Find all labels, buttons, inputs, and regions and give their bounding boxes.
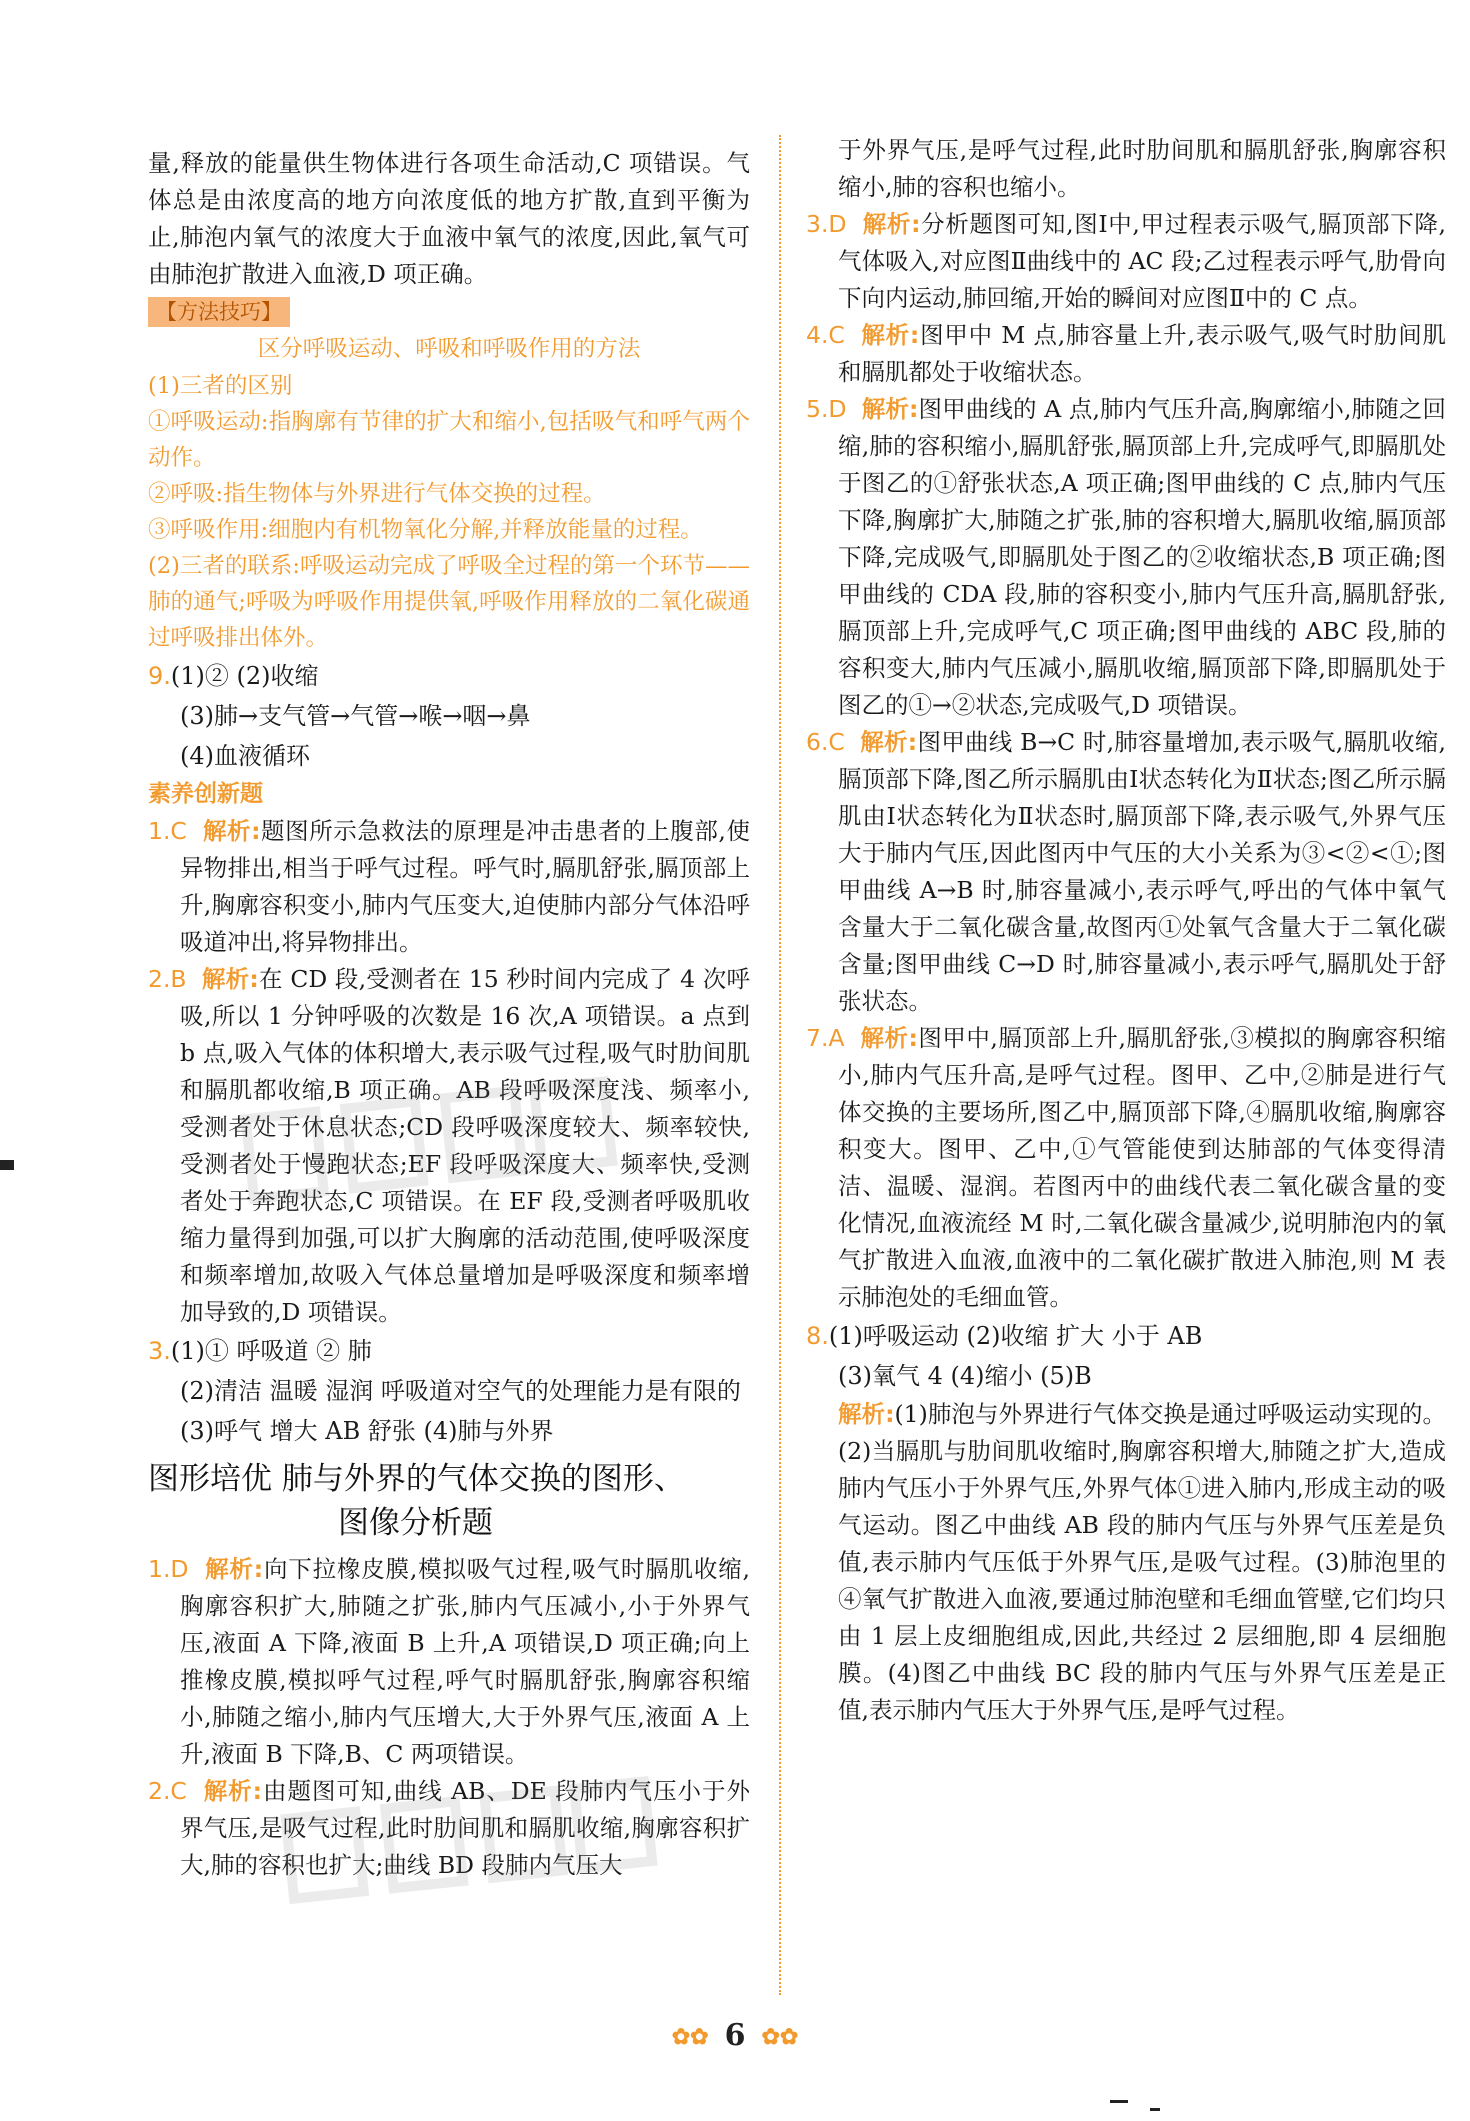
r8-text: (1)肺泡与外界进行气体交换是通过呼吸运动实现的。(2)当膈肌与肋间肌收缩时,胸廓容积增大,肺随之扩大,造成肺内气压小于外界气压,外界气体①进入肺内,形成主动的吸气运动。图乙中曲线 AB 段的肺内气压与外界气压差是负值,表示肺内气压低于外界气压,是吸气过程。(3)肺泡里的④氧气扩散进入血液,要通过肺泡壁和毛细血管壁,它们均只由 1 层上皮细胞组成,因此,共经过 2 层细胞,即 4 层细胞膜。(4)图乙中曲线 BC 段的肺内气压与外界气压差是正值,表示肺内气压大于外界气压,是呼气过程。 (838, 1400, 1446, 1724)
page-number: 6 (724, 2018, 746, 2053)
r4-number: 4.C (806, 321, 845, 349)
s1-number: 1.C (148, 817, 187, 845)
scan-mark (1110, 2100, 1128, 2103)
answer-r5 (806, 391, 1446, 724)
answer-r4 (806, 317, 1446, 391)
answer-9 (148, 656, 750, 776)
r3-text: 分析题图可知,图Ⅰ中,甲过程表示吸气,膈顶部下降,气体吸入,对应图Ⅱ曲线中的 AC 段;乙过程表示呼气,肋骨向下向内运动,肺回缩,开始的瞬间对应图Ⅱ中的 C 点。 (838, 210, 1446, 312)
r3-number: 3.D (806, 210, 847, 238)
page-footer (0, 2018, 1470, 2053)
intro-paragraph: 量,释放的能量供生物体进行各项生命活动,C 项错误。气体总是由浓度高的地方向浓度低的地方扩散,直到平衡为止,肺泡内氧气的浓度大于血液中氧气的浓度,因此,氧气可由肺泡扩散进入血液,D 项正确。 (148, 149, 750, 288)
r8-explanation (806, 1396, 1446, 1729)
section-title (148, 1457, 750, 1545)
r7-label: 解析: (860, 1024, 918, 1052)
left-column (148, 145, 750, 1884)
r8-line-2: (3)氧气 4 (4)缩小 (5)B (838, 1362, 1092, 1390)
continued-paragraph: 于外界气压,是呼气过程,此时肋间肌和膈肌舒张,胸廓容积缩小,肺的容积也缩小。 (838, 136, 1446, 201)
right-column (806, 132, 1446, 1729)
s1-text: 题图所示急救法的原理是冲击患者的上腹部,使异物排出,相当于呼气过程。呼气时,膈肌舒张,膈顶部上升,胸廓容积变小,肺内气压变大,迫使肺内部分气体沿呼吸道冲出,将异物排出。 (180, 817, 750, 956)
r5-label: 解析: (861, 395, 919, 423)
s2-number: 2.B (148, 965, 187, 993)
method-line-2: ①呼吸运动:指胸廓有节律的扩大和缩小,包括吸气和呼气两个动作。 (148, 409, 750, 471)
q9-line-3: (4)血液循环 (180, 742, 310, 770)
t1-number: 1.D (148, 1555, 189, 1583)
r6-label: 解析: (860, 728, 918, 756)
q9-line-2: (3)肺→支气管→气管→喉→咽→鼻 (180, 702, 531, 730)
r7-text: 图甲中,膈顶部上升,膈肌舒张,③模拟的胸廓容积缩小,肺内气压升高,是呼气过程。图甲、乙中,②肺是进行气体交换的主要场所,图乙中,膈顶部下降,④膈肌收缩,胸廓容积变大。图甲、乙中,①气管能使到达肺部的气体变得清洁、温暖、湿润。若图丙中的曲线代表二氧化碳含量的变化情况,血液流经 M 时,二氧化碳含量减少,说明肺泡内的氧气扩散进入血液,血液中的二氧化碳扩散进入肺泡,则 M 表示肺泡处的毛细血管。 (838, 1024, 1446, 1311)
scan-mark (0, 1160, 14, 1170)
s2-text: 在 CD 段,受测者在 15 秒时间内完成了 4 次呼吸,所以 1 分钟呼吸的次数是 16 次,A 项错误。a 点到 b 点,吸入气体的体积增大,表示吸气过程,吸气时肋间肌和膈肌都收缩,B 项正确。AB 段呼吸深度浅、频率小,受测者处于休息状态;CD 段呼吸深度较大、频率较快,受测者处于慢跑状态;EF 段呼吸深度大、频率快,受测者处于奔跑状态,C 项错误。在 EF 段,受测者呼吸肌收缩力量得到加强,可以扩大胸廓的活动范围,使呼吸深度和频率增加,故吸入气体总量增加是呼吸深度和频率增加导致的,D 项错误。 (180, 965, 750, 1326)
method-title: 区分呼吸运动、呼吸和呼吸作用的方法 (257, 336, 641, 362)
t1-label: 解析: (205, 1555, 264, 1583)
q9-number: 9. (148, 662, 171, 690)
answer-r7 (806, 1020, 1446, 1316)
s3-line-3: (3)呼气 增大 AB 舒张 (4)肺与外界 (180, 1417, 554, 1445)
t2-label: 解析: (203, 1777, 263, 1805)
answer-s1 (148, 813, 750, 961)
method-tag: 【方法技巧】 (148, 297, 290, 327)
scan-mark (1150, 2108, 1160, 2111)
method-line-3: ②呼吸:指生物体与外界进行气体交换的过程。 (148, 481, 606, 507)
method-line-4: ③呼吸作用:细胞内有机物氧化分解,并释放能量的过程。 (148, 517, 703, 543)
answer-r8 (806, 1316, 1446, 1729)
r7-number: 7.A (806, 1024, 845, 1052)
s1-label: 解析: (202, 817, 261, 845)
s3-number: 3. (148, 1337, 171, 1365)
column-divider (779, 135, 781, 1995)
t2-number: 2.C (148, 1777, 187, 1805)
section-title-line-2: 图像分析题 (338, 1505, 493, 1541)
answer-s3 (148, 1331, 750, 1451)
s3-line-1: (1)① 呼吸道 ② 肺 (170, 1337, 372, 1365)
right-ornament-icon: ✿✿ (761, 2024, 799, 2050)
section-title-line-1: 图形培优 肺与外界的气体交换的图形、 (148, 1461, 685, 1497)
method-line-1: (1)三者的区别 (148, 373, 293, 399)
method-box (148, 293, 750, 656)
r5-number: 5.D (806, 395, 847, 423)
r8-line-1: (1)呼吸运动 (2)收缩 扩大 小于 AB (828, 1322, 1203, 1350)
r4-label: 解析: (861, 321, 920, 349)
q9-line-1: (1)② (2)收缩 (170, 662, 319, 690)
s2-label: 解析: (201, 965, 259, 993)
answer-t1 (148, 1551, 750, 1773)
left-ornament-icon: ✿✿ (671, 2024, 709, 2050)
r8-label: 解析: (838, 1400, 895, 1428)
r6-number: 6.C (806, 728, 845, 756)
section-heading: 素养创新题 (148, 781, 263, 807)
method-line-5: (2)三者的联系:呼吸运动完成了呼吸全过程的第一个环节——肺的通气;呼吸为呼吸作用提供氧,呼吸作用释放的二氧化碳通过呼吸排出体外。 (148, 553, 750, 651)
r4-text: 图甲中 M 点,肺容量上升,表示吸气,吸气时肋间肌和膈肌都处于收缩状态。 (838, 321, 1446, 386)
r8-number: 8. (806, 1322, 829, 1350)
r3-label: 解析: (862, 210, 921, 238)
answer-r6 (806, 724, 1446, 1020)
r6-text: 图甲曲线 B→C 时,肺容量增加,表示吸气,膈肌收缩,膈顶部下降,图乙所示膈肌由Ⅰ状态转化为Ⅱ状态;图乙所示膈肌由Ⅰ状态转化为Ⅱ状态时,膈顶部下降,表示吸气,外界气压大于肺内气压,因此图丙中气压的大小关系为③<②<①;图甲曲线 A→B 时,肺容量减小,表示呼气,呼出的气体中氧气含量大于二氧化碳含量,故图丙①处氧气含量大于二氧化碳含量;图甲曲线 C→D 时,肺容量减小,表示呼气,膈肌处于舒张状态。 (838, 728, 1446, 1015)
r5-text: 图甲曲线的 A 点,肺内气压升高,胸廓缩小,肺随之回缩,肺的容积缩小,膈肌舒张,膈顶部上升,完成呼气,即膈肌处于图乙的①舒张状态,A 项正确;图甲曲线的 C 点,肺内气压下降,胸廓扩大,肺随之扩张,肺的容积增大,膈肌收缩,膈顶部下降,完成吸气,即膈肌处于图乙的②收缩状态,B 项正确;图甲曲线的 CDA 段,肺的容积变小,肺内气压升高,膈肌舒张,膈顶部上升,完成呼气,C 项正确;图甲曲线的 ABC 段,肺的容积变大,肺内气压减小,膈肌收缩,膈顶部下降,即膈肌处于图乙的①→②状态,完成吸气,D 项错误。 (838, 395, 1446, 719)
t1-text: 向下拉橡皮膜,模拟吸气过程,吸气时膈肌收缩,胸廓容积扩大,肺随之扩张,肺内气压减小,小于外界气压,液面 A 下降,液面 B 上升,A 项错误,D 项正确;向上推橡皮膜,模拟呼气过程,呼气时膈肌舒张,胸廓容积缩小,肺随之缩小,肺内气压增大,大于外界气压,液面 A 上升,液面 B 下降,B、C 两项错误。 (180, 1555, 750, 1768)
answer-r3 (806, 206, 1446, 317)
t2-text: 由题图可知,曲线 AB、DE 段肺内气压小于外界气压,是吸气过程,此时肋间肌和膈肌收缩,胸廓容积扩大,肺的容积也扩大;曲线 BD 段肺内气压大 (180, 1777, 750, 1879)
s3-line-2: (2)清洁 温暖 湿润 呼吸道对空气的处理能力是有限的 (180, 1377, 741, 1405)
